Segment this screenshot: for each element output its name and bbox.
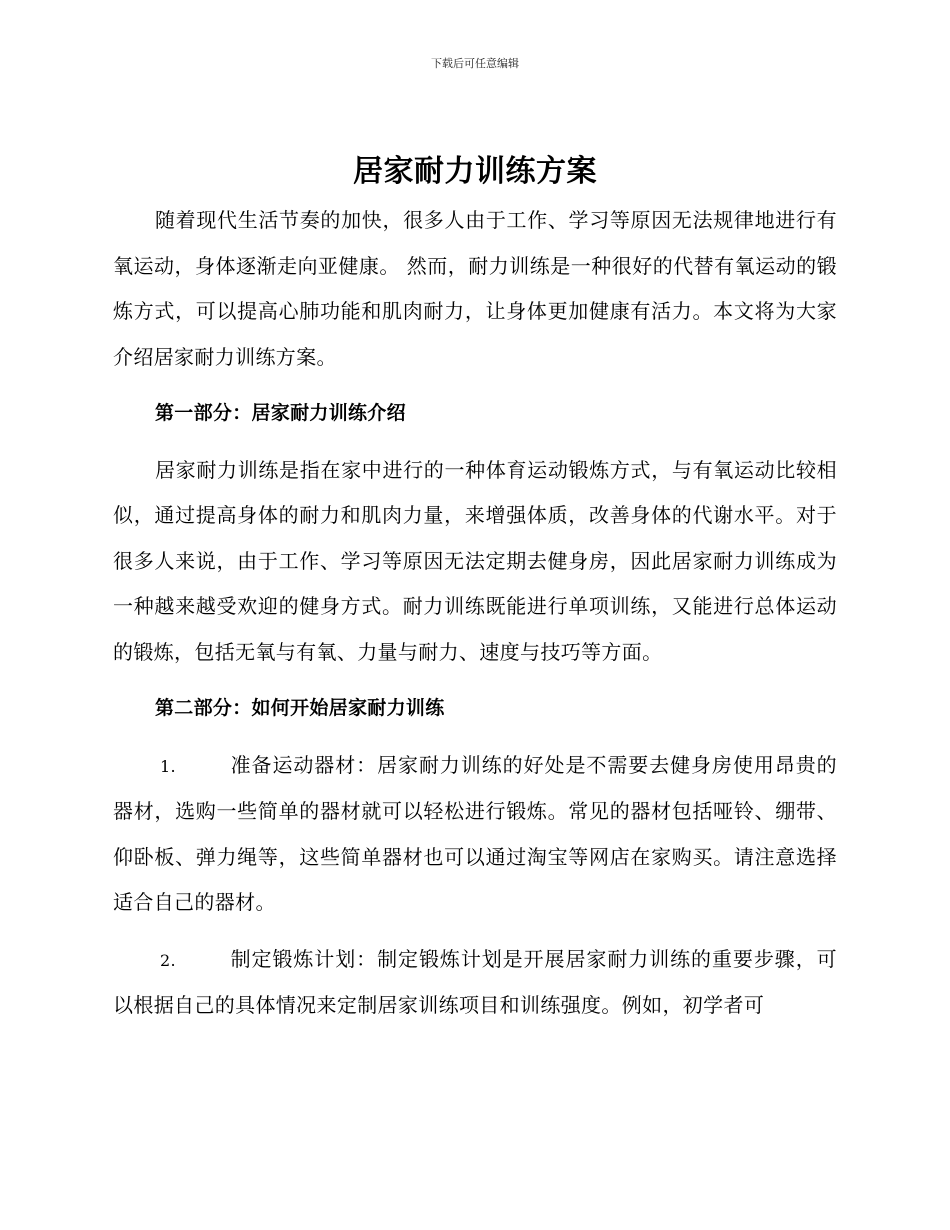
document-body xyxy=(113,150,837,1029)
list-item xyxy=(113,937,837,1029)
section2-heading: 第二部分：如何开始居家耐力训练 xyxy=(155,697,445,719)
document-title: 居家耐力训练方案 xyxy=(353,154,597,189)
list-item-number: 2. xyxy=(160,950,176,970)
spacer xyxy=(113,675,837,686)
section1-paragraph: 居家耐力训练是指在家中进行的一种体育运动锻炼方式，与有氧运动比较相似，通过提高身体的耐力和肌肉力量，来增强体质，改善身体的代谢水平。对于很多人来说，由于工作、学习等原因无法定期去健身房，因此居家耐力训练成为一种越来越受欢迎的健身方式。耐力训练既能进行单项训练，又能进行总体运动的锻炼，包括无氧与有氧、力量与耐力、速度与技巧等方面。 xyxy=(113,457,837,664)
spacer xyxy=(113,732,837,743)
list-item-number: 1. xyxy=(160,756,176,776)
section1-heading: 第一部分：居家耐力训练介绍 xyxy=(155,402,406,424)
list-item xyxy=(113,743,837,926)
spacer xyxy=(113,437,837,448)
intro-paragraph: 随着现代生活节奏的加快，很多人由于工作、学习等原因无法规律地进行有氧运动，身体逐渐走向亚健康。 然而，耐力训练是一种很好的代替有氧运动的锻炼方式，可以提高心肺功能和肌肉耐力，让身体更加健康有活力。本文将为大家介绍居家耐力训练方案。 xyxy=(113,208,837,369)
list-item-text: 准备运动器材：居家耐力训练的好处是不需要去健身房使用昂贵的器材，选购一些简单的器材就可以轻松进行锻炼。常见的器材包括哑铃、绷带、仰卧板、弹力绳等，这些简单器材也可以通过淘宝等网店在家购买。请注意选择适合自己的器材。 xyxy=(113,752,837,914)
spacer xyxy=(113,926,837,937)
spacer xyxy=(113,380,837,391)
header-note: 下载后可任意编辑 xyxy=(431,57,519,70)
list-item-text: 制定锻炼计划：制定锻炼计划是开展居家耐力训练的重要步骤，可以根据自己的具体情况来定制居家训练项目和训练强度。例如，初学者可 xyxy=(113,946,837,1017)
